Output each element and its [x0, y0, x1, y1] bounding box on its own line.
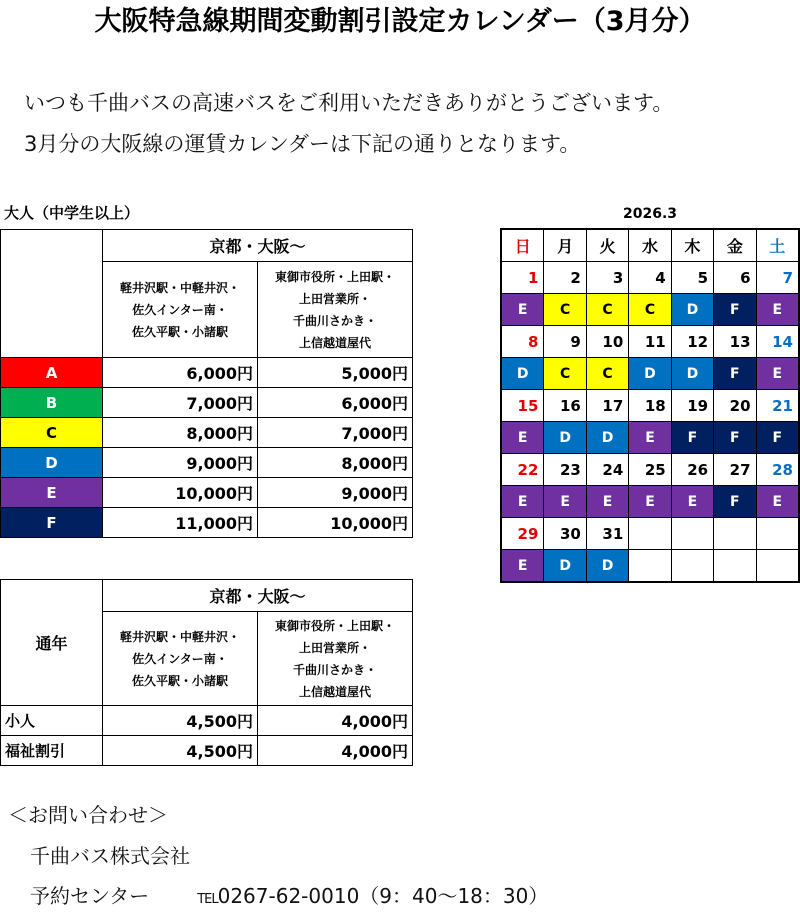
- fare-code-cell: F: [756, 422, 799, 454]
- calendar-day: 15: [501, 390, 544, 422]
- fare-code-row: [501, 486, 799, 518]
- calendar-day: 10: [586, 326, 628, 358]
- calendar-day: 5: [671, 262, 713, 294]
- fare-type-label: 小人: [1, 706, 103, 736]
- weekday-header-row: [501, 229, 799, 262]
- calendar-day: 4: [629, 262, 671, 294]
- tel-prefix: TEL: [197, 892, 218, 907]
- weekday-header: 金: [714, 229, 756, 262]
- contact-company: 千曲バス株式会社: [30, 844, 190, 868]
- fare-code-cell: D: [544, 422, 586, 454]
- intro-line-1: いつも千曲バスの高速バスをご利用いただきありがとうございます。: [24, 91, 674, 115]
- calendar-day: 20: [714, 390, 756, 422]
- fare-code-row: [501, 422, 799, 454]
- fare-code-cell: E: [501, 486, 544, 518]
- weekday-header: 木: [671, 229, 713, 262]
- fare-type-label: 福祉割引: [1, 736, 103, 766]
- adult-fare-table: [0, 229, 413, 538]
- origin-group-2: 東御市役所・上田駅・ 上田営業所・ 千曲川さかき・ 上信越道屋代: [258, 262, 413, 358]
- fare-row: [1, 388, 413, 418]
- fare-class-label: B: [1, 388, 103, 418]
- calendar-day: 30: [544, 518, 586, 550]
- fare-code-cell: F: [714, 422, 756, 454]
- date-row: [501, 390, 799, 422]
- calendar-day: 13: [714, 326, 756, 358]
- fare-code-cell: C: [586, 294, 628, 326]
- calendar-day: 9: [544, 326, 586, 358]
- fare-code-cell: E: [671, 486, 713, 518]
- calendar-day: 25: [629, 454, 671, 486]
- calendar-day: 17: [586, 390, 628, 422]
- fare-code-cell: C: [544, 294, 586, 326]
- calendar-day: 27: [714, 454, 756, 486]
- fare-value: 4,500円: [103, 706, 258, 736]
- calendar-day: 23: [544, 454, 586, 486]
- fare-value: 6,000円: [258, 388, 413, 418]
- page-title: 大阪特急線期間変動割引設定カレンダー（3月分）: [94, 6, 706, 37]
- phone-number: TEL0267-62-0010（9：40〜18：30）: [197, 884, 549, 908]
- fare-value: 6,000円: [103, 358, 258, 388]
- calendar-day: [714, 518, 756, 550]
- fare-code-cell: D: [586, 422, 628, 454]
- calendar-day: 8: [501, 326, 544, 358]
- adult-table-caption: 大人（中学生以上）: [4, 204, 140, 222]
- calendar-day: 24: [586, 454, 628, 486]
- calendar-day: 21: [756, 390, 799, 422]
- fare-code-cell: [756, 550, 799, 583]
- date-row: [501, 262, 799, 294]
- date-row: [501, 518, 799, 550]
- calendar-day: 28: [756, 454, 799, 486]
- fare-row: [1, 358, 413, 388]
- fare-row: [1, 706, 413, 736]
- calendar-day: 22: [501, 454, 544, 486]
- year-round-fare-table: [0, 579, 413, 766]
- fare-value: 10,000円: [258, 508, 413, 538]
- date-row: [501, 454, 799, 486]
- calendar-day: 16: [544, 390, 586, 422]
- date-row: [501, 326, 799, 358]
- calendar-day: 31: [586, 518, 628, 550]
- fare-value: 7,000円: [258, 418, 413, 448]
- fare-code-cell: D: [586, 550, 628, 583]
- fare-value: 7,000円: [103, 388, 258, 418]
- fare-row: [1, 508, 413, 538]
- calendar-day: 3: [586, 262, 628, 294]
- fare-code-cell: D: [671, 294, 713, 326]
- weekday-header: 火: [586, 229, 628, 262]
- fare-code-cell: [714, 550, 756, 583]
- fare-code-cell: E: [544, 486, 586, 518]
- origin-group-1: 軽井沢駅・中軽井沢・ 佐久インター南・ 佐久平駅・小諸駅: [103, 262, 258, 358]
- fare-code-cell: [671, 550, 713, 583]
- fare-code-cell: E: [629, 486, 671, 518]
- year-round-header: 通年: [1, 580, 103, 706]
- calendar-day: 29: [501, 518, 544, 550]
- calendar-day: 11: [629, 326, 671, 358]
- fare-code-row: [501, 550, 799, 583]
- intro-line-2: 3月分の大阪線の運賃カレンダーは下記の通りとなります。: [24, 132, 581, 156]
- fare-code-cell: E: [501, 422, 544, 454]
- weekday-header: 水: [629, 229, 671, 262]
- fare-code-row: [501, 294, 799, 326]
- calendar-day: 12: [671, 326, 713, 358]
- fare-code-cell: E: [756, 486, 799, 518]
- fare-value: 4,500円: [103, 736, 258, 766]
- fare-value: 8,000円: [103, 418, 258, 448]
- calendar-day: 2: [544, 262, 586, 294]
- fare-value: 9,000円: [103, 448, 258, 478]
- fare-code-cell: E: [586, 486, 628, 518]
- fare-class-label: C: [1, 418, 103, 448]
- fare-code-cell: D: [544, 550, 586, 583]
- calendar-day: 14: [756, 326, 799, 358]
- origin-group-2: 東御市役所・上田駅・ 上田営業所・ 千曲川さかき・ 上信越道屋代: [258, 612, 413, 706]
- fare-code-cell: C: [544, 358, 586, 390]
- calendar-day: [629, 518, 671, 550]
- weekday-header: 日: [501, 229, 544, 262]
- fare-code-cell: D: [671, 358, 713, 390]
- fare-code-row: [501, 358, 799, 390]
- fare-row: [1, 478, 413, 508]
- fare-code-cell: [629, 550, 671, 583]
- fare-value: 4,000円: [258, 736, 413, 766]
- contact-reservation: [30, 882, 548, 914]
- fare-class-label: F: [1, 508, 103, 538]
- calendar-day: 18: [629, 390, 671, 422]
- fare-class-label: A: [1, 358, 103, 388]
- origin-group-1: 軽井沢駅・中軽井沢・ 佐久インター南・ 佐久平駅・小諸駅: [103, 612, 258, 706]
- fare-row: [1, 736, 413, 766]
- weekday-header: 月: [544, 229, 586, 262]
- calendar-day: 19: [671, 390, 713, 422]
- fare-code-cell: E: [501, 550, 544, 583]
- fare-value: 4,000円: [258, 706, 413, 736]
- fare-value: 11,000円: [103, 508, 258, 538]
- calendar-day: 26: [671, 454, 713, 486]
- calendar-month-label: 2026.3: [622, 206, 678, 222]
- destination-header: 京都・大阪〜: [103, 580, 413, 612]
- fare-code-cell: F: [671, 422, 713, 454]
- weekday-header: 土: [756, 229, 799, 262]
- fare-code-cell: E: [756, 358, 799, 390]
- contact-heading: ＜お問い合わせ＞: [8, 803, 168, 827]
- fare-code-cell: E: [501, 294, 544, 326]
- fare-calendar: [500, 228, 800, 583]
- fare-value: 8,000円: [258, 448, 413, 478]
- fare-row: [1, 448, 413, 478]
- calendar-day: 6: [714, 262, 756, 294]
- fare-class-label: E: [1, 478, 103, 508]
- fare-code-cell: D: [629, 358, 671, 390]
- fare-value: 9,000円: [258, 478, 413, 508]
- destination-header: 京都・大阪〜: [103, 230, 413, 262]
- fare-value: 5,000円: [258, 358, 413, 388]
- fare-code-cell: D: [501, 358, 544, 390]
- calendar-day: 7: [756, 262, 799, 294]
- adult-table-corner: [1, 230, 103, 358]
- fare-code-cell: F: [714, 486, 756, 518]
- fare-code-cell: E: [756, 294, 799, 326]
- fare-value: 10,000円: [103, 478, 258, 508]
- reservation-center-label: 予約センター: [30, 884, 150, 908]
- fare-code-cell: E: [629, 422, 671, 454]
- calendar-day: 1: [501, 262, 544, 294]
- calendar-day: [671, 518, 713, 550]
- fare-row: [1, 418, 413, 448]
- fare-code-cell: F: [714, 294, 756, 326]
- fare-code-cell: C: [586, 358, 628, 390]
- fare-code-cell: C: [629, 294, 671, 326]
- calendar-day: [756, 518, 799, 550]
- fare-code-cell: F: [714, 358, 756, 390]
- fare-class-label: D: [1, 448, 103, 478]
